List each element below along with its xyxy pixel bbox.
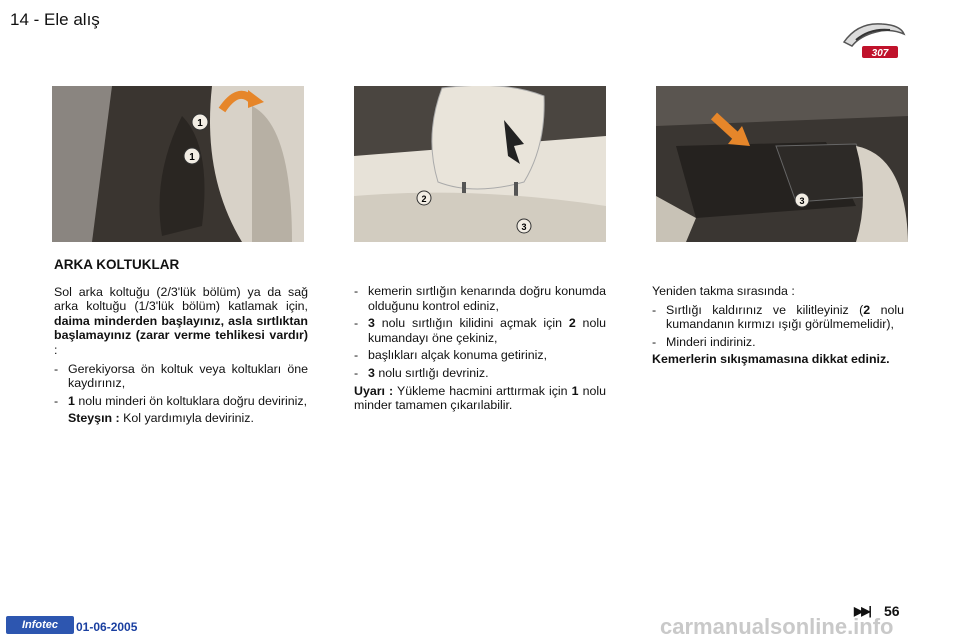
photo1-label-1: 1 (197, 118, 203, 129)
list-item: - Gerekiyorsa ön koltuk veya koltukları öne kaydırınız, (54, 361, 308, 391)
list-item: - 1 nolu minderi ön koltuklara doğru deviriniz, (54, 393, 308, 408)
list-item: - 3 nolu sırtlığı devriniz. (354, 365, 489, 380)
next-page-icon[interactable]: ▶▶| (854, 604, 870, 618)
warning-note: Uyarı : Yükleme hacmini arttırmak için 1 nolu minder tamamen çıkarılabilir. (354, 383, 606, 413)
page-header: 14 - Ele alış (10, 10, 100, 29)
list-item: - Minderi indiriniz. (652, 334, 756, 349)
photo-seatback-release (354, 86, 606, 242)
list-item: - Sırtlığı kaldırınız ve kilitleyiniz (2 nolu kumandanın kırmızı ışığı görülmemelidir), (652, 302, 904, 332)
photo2-label-3: 3 (521, 222, 527, 232)
reinstall-intro: Yeniden takma sırasında : (652, 284, 795, 298)
watermark: carmanualsonline.info (660, 614, 894, 639)
list-item: - 3 nolu sırtlığın kilidini açmak için 2 nolu kumandayı öne çekiniz, (354, 316, 606, 345)
column-1 (54, 258, 308, 429)
seatbelt-warning: Kemerlerin sıkışmamasına dikkat ediniz. (652, 352, 890, 367)
section-title: Ele alış (44, 10, 100, 29)
photo-seat-cushion-fold (52, 86, 304, 242)
list-item: - başlıkları alçak konuma getiriniz, (354, 348, 548, 363)
page-number: 56 (884, 603, 900, 619)
list-item: - kemerin sırtlığın kenarında doğru konumda olduğunu kontrol ediniz, (354, 284, 606, 313)
intro-paragraph: Sol arka koltuğu (2/3'lük bölüm) ya da sağ arka koltuğu (1/3'lük bölüm) katlamak için, daima minderden başlayınız, asla sırtlıktan başlamayınız (zarar verme tehlikesi vardır) : (54, 284, 308, 357)
column-3 (652, 284, 904, 371)
steyin-note: Steyşın : Kol yardımıyla deviriniz. (68, 411, 254, 426)
logo-model: 307 (871, 48, 889, 59)
photo2-label-2: 2 (421, 194, 427, 204)
edition-date: 01-06-2005 (76, 620, 138, 634)
photo-seatback-folded (656, 86, 908, 242)
photo3-label-3: 3 (799, 196, 805, 206)
peugeot-307-logo (838, 16, 910, 60)
section-number: 14 (10, 10, 29, 29)
photo1-label-2: 1 (189, 152, 195, 163)
column-2 (354, 284, 606, 417)
infotec-logo: Infotec (6, 616, 74, 634)
section-heading: ARKA KOLTUKLAR (54, 257, 180, 272)
